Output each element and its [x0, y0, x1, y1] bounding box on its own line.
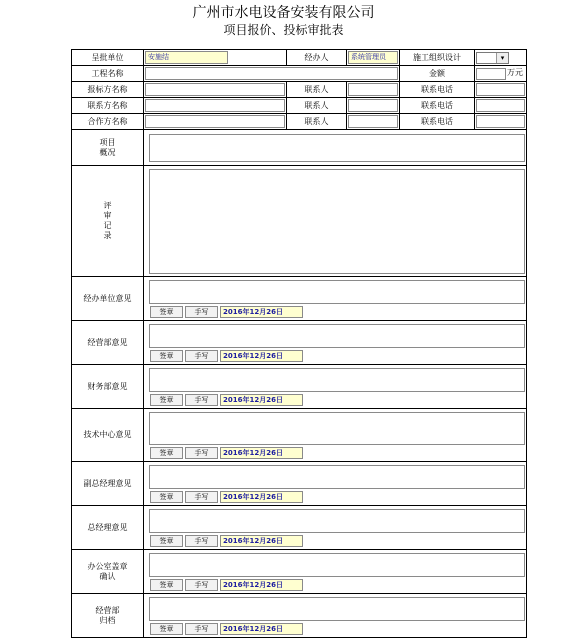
opinion-label: 经营部 归档	[72, 594, 144, 638]
bidder-field[interactable]	[145, 83, 285, 96]
handler-label: 经办人	[287, 50, 347, 66]
sign-button[interactable]: 签章	[150, 394, 183, 406]
overview-label: 项目 概况	[72, 130, 144, 166]
handwrite-button[interactable]: 手写	[185, 394, 218, 406]
handwrite-button[interactable]: 手写	[185, 535, 218, 547]
opinion-textarea[interactable]	[149, 553, 525, 577]
project-name-field[interactable]	[145, 67, 398, 80]
bidder-label: 报标方名称	[72, 82, 144, 98]
partner-label: 合作方名称	[72, 114, 144, 130]
opinion-date[interactable]: 2016年12月26日	[220, 623, 303, 635]
opinion-textarea[interactable]	[149, 368, 525, 392]
partner-field[interactable]	[145, 115, 285, 128]
opinion-controls	[150, 535, 526, 549]
opinion-row	[72, 506, 527, 550]
opinion-date[interactable]: 2016年12月26日	[220, 535, 303, 547]
form-title: 项目报价、投标审批表	[223, 23, 344, 37]
opinion-controls	[150, 447, 526, 461]
amount-label: 金额	[400, 66, 475, 82]
opinion-label: 副总经理意见	[72, 462, 144, 506]
amount-field[interactable]	[476, 68, 506, 80]
opinion-row	[72, 550, 527, 594]
sign-button[interactable]: 签章	[150, 447, 183, 459]
contact-phone-label: 联系电话	[400, 98, 475, 114]
contact-person-label: 联系人	[287, 114, 347, 130]
construction-design-label: 施工组织设计	[400, 50, 475, 66]
company-title: 广州市水电设备安装有限公司	[192, 5, 375, 21]
sign-button[interactable]: 签章	[150, 491, 183, 503]
opinion-date[interactable]: 2016年12月26日	[220, 447, 303, 459]
contact-person-field[interactable]	[348, 99, 398, 112]
sign-button[interactable]: 签章	[150, 623, 183, 635]
approval-form	[71, 49, 527, 638]
handwrite-button[interactable]: 手写	[185, 579, 218, 591]
review-record-label: 评 审 记 录	[72, 166, 144, 277]
contact-phone-label: 联系电话	[400, 114, 475, 130]
contact-person-field[interactable]	[348, 115, 398, 128]
sign-button[interactable]: 签章	[150, 306, 183, 318]
handler-field[interactable]: 系统管理员	[348, 51, 398, 64]
contact-phone-field[interactable]	[476, 83, 525, 96]
handwrite-button[interactable]: 手写	[185, 623, 218, 635]
contact-phone-field[interactable]	[476, 115, 525, 128]
opinion-row	[72, 277, 527, 321]
submit-unit-label: 呈批单位	[72, 50, 144, 66]
contact-person-field[interactable]	[348, 83, 398, 96]
opinion-controls	[150, 394, 526, 408]
project-name-label: 工程名称	[72, 66, 144, 82]
opinion-textarea[interactable]	[149, 509, 525, 533]
handwrite-button[interactable]: 手写	[185, 447, 218, 459]
sign-button[interactable]: 签章	[150, 579, 183, 591]
opinion-controls	[150, 350, 526, 364]
opinion-date[interactable]: 2016年12月26日	[220, 306, 303, 318]
opinion-controls	[150, 491, 526, 505]
opinion-label: 经营部意见	[72, 321, 144, 365]
submit-unit-field[interactable]: 安施结	[145, 51, 228, 64]
opinion-label: 技术中心意见	[72, 409, 144, 462]
opinion-label: 总经理意见	[72, 506, 144, 550]
opinion-label: 财务部意见	[72, 365, 144, 409]
handwrite-button[interactable]: 手写	[185, 491, 218, 503]
opinion-row	[72, 594, 527, 638]
construction-design-select[interactable]	[476, 52, 509, 64]
opinion-row	[72, 365, 527, 409]
contact-phone-field[interactable]	[476, 99, 525, 112]
opinion-date[interactable]: 2016年12月26日	[220, 394, 303, 406]
handwrite-button[interactable]: 手写	[185, 350, 218, 362]
opinion-textarea[interactable]	[149, 412, 525, 445]
amount-unit: 万元	[507, 67, 523, 77]
opinion-row	[72, 409, 527, 462]
review-record-textarea[interactable]	[149, 169, 525, 274]
contact-person-label: 联系人	[287, 98, 347, 114]
contact-phone-label: 联系电话	[400, 82, 475, 98]
opinion-controls	[150, 579, 526, 593]
opinion-textarea[interactable]	[149, 465, 525, 489]
opinion-textarea[interactable]	[149, 324, 525, 348]
opinion-row	[72, 321, 527, 365]
overview-textarea[interactable]	[149, 134, 525, 162]
contact-unit-field[interactable]	[145, 99, 285, 112]
sign-button[interactable]: 签章	[150, 350, 183, 362]
contact-person-label: 联系人	[287, 82, 347, 98]
sign-button[interactable]: 签章	[150, 535, 183, 547]
opinion-row	[72, 462, 527, 506]
opinion-date[interactable]: 2016年12月26日	[220, 350, 303, 362]
opinion-date[interactable]: 2016年12月26日	[220, 579, 303, 591]
opinion-textarea[interactable]	[149, 597, 525, 621]
opinion-controls	[150, 306, 526, 320]
opinion-textarea[interactable]	[149, 280, 525, 304]
contact-unit-label: 联系方名称	[72, 98, 144, 114]
opinion-label: 办公室盖章 确认	[72, 550, 144, 594]
handwrite-button[interactable]: 手写	[185, 306, 218, 318]
opinion-label: 经办单位意见	[72, 277, 144, 321]
opinion-date[interactable]: 2016年12月26日	[220, 491, 303, 503]
opinion-controls	[150, 623, 526, 637]
chevron-down-icon: ▾	[496, 53, 508, 63]
